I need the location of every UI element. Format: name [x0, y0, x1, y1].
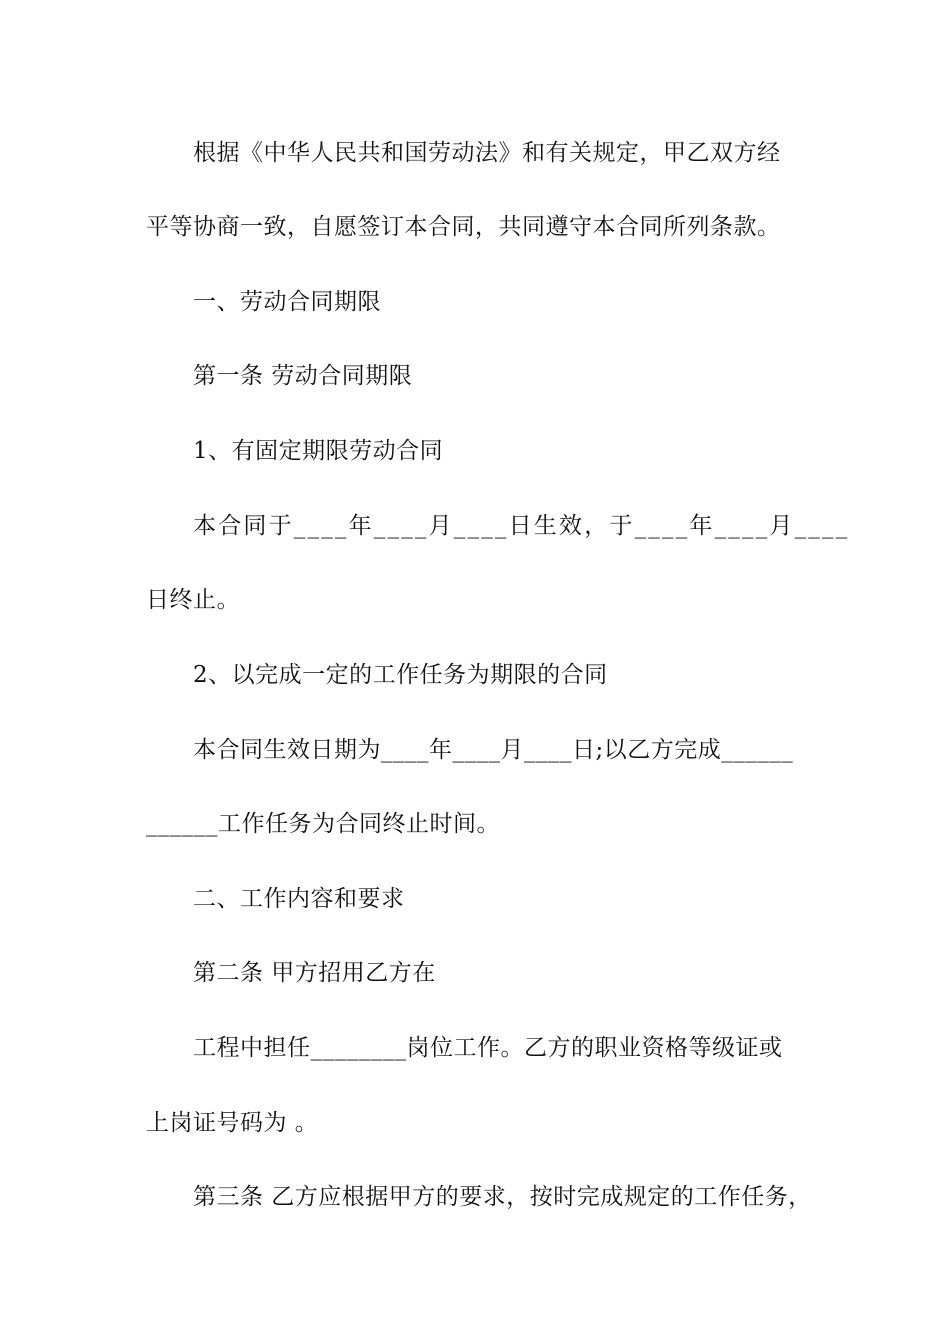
article-3-text-line-1: 第三条 乙方应根据甲方的要求，按时完成规定的工作任务，	[193, 1184, 812, 1210]
article-2-heading: 第二条 甲方招用乙方在	[193, 960, 436, 986]
clause-1-text-line-1: 本合同于____年____月____日生效，于____年____月____	[193, 513, 850, 539]
clause-2-heading: 2、以完成一定的工作任务为期限的合同	[193, 662, 608, 688]
clause-2-text-line-1: 本合同生效日期为____年____月____日;以乙方完成______	[193, 737, 794, 763]
article-1-heading: 第一条 劳动合同期限	[193, 363, 413, 389]
clause-1-text-line-2: 日终止。	[146, 587, 240, 613]
article-2-text-line-2: 上岗证号码为 。	[146, 1110, 319, 1136]
article-2-text-line-1: 工程中担任________岗位工作。乙方的职业资格等级证或	[193, 1035, 783, 1061]
section-heading-1: 一、劳动合同期限	[193, 289, 381, 315]
clause-2-text-line-2: ______工作任务为合同终止时间。	[146, 811, 500, 837]
paragraph-intro-line-2: 平等协商一致，自愿签订本合同，共同遵守本合同所列条款。	[146, 214, 781, 240]
section-heading-2: 二、工作内容和要求	[193, 886, 405, 912]
paragraph-intro-line-1: 根据《中华人民共和国劳动法》和有关规定，甲乙双方经	[193, 140, 781, 166]
clause-1-heading: 1、有固定期限劳动合同	[193, 438, 444, 464]
